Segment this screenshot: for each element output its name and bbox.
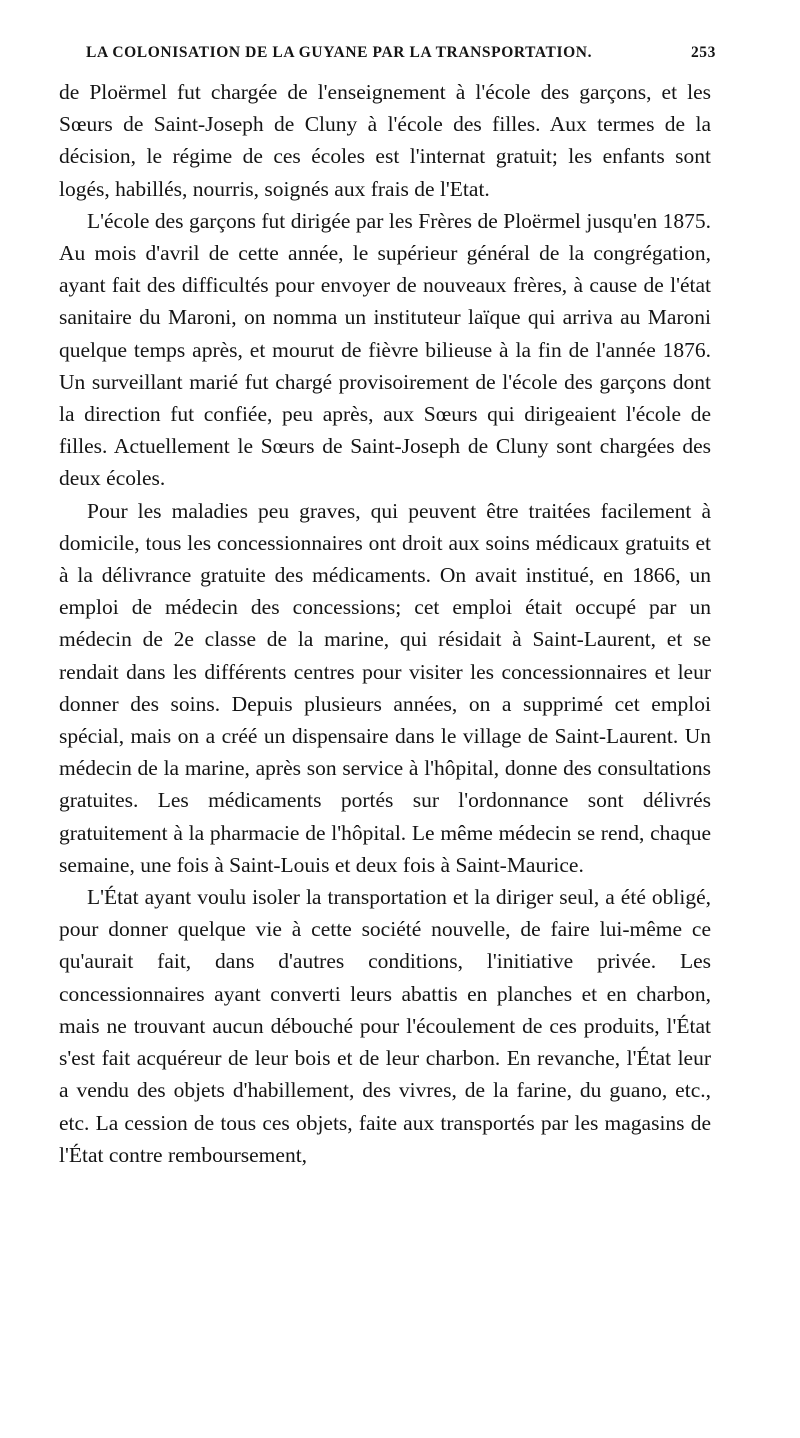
page-number: 253 (690, 44, 716, 61)
running-title: LA COLONISATION DE LA GUYANE PAR LA TRANSPORTATION. (86, 44, 593, 61)
paragraph-state-commerce: L'État ayant voulu isoler la transportation et la diriger seul, a été obligé, pour donner quelque vie à cette société nouvelle, de faire lui-même ce qu'aurait fait, dans d'autres conditions, l'initiative privée. Les concessionnaires ayant converti leurs abattis en planches et en charbon, mais ne trouvant aucun débouché pour l'écoulement de ces produits, l'État s'est fait acquéreur de leur bois et de leur charbon. En revanche, l'État leur a vendu des objets d'habillement, des vivres, de la farine, du guano, etc., etc. La cession de tous ces objets, faite aux transportés par les magasins de l'État contre remboursement, (59, 885, 711, 1167)
running-head (86, 44, 716, 70)
body-text (59, 76, 711, 1171)
paragraph-medical-care: Pour les maladies peu graves, qui peuvent être traitées facilement à domicile, tous les concessionnaires ont droit aux soins médicaux gratuits et à la délivrance gratuite des médicaments. On avait institué, en 1866, un emploi de médecin des concessions; cet emploi était occupé par un médecin de 2e classe de la marine, qui résidait à Saint-Laurent, et se rendait dans les différents centres pour visiter les concessionnaires et leur donner des soins. Depuis plusieurs années, on a supprimé cet emploi spécial, mais on a créé un dispensaire dans le village de Saint-Laurent. Un médecin de la marine, après son service à l'hôpital, donne des consultations gratuites. Les médicaments portés sur l'ordonnance sont délivrés gratuitement à la pharmacie de l'hôpital. Le même médecin se rend, chaque semaine, une fois à Saint-Louis et deux fois à Saint-Maurice. (59, 498, 711, 877)
paragraph-boys-school: L'école des garçons fut dirigée par les Frères de Ploërmel jusqu'en 1875. Au mois d'avril de cette année, le supérieur général de la congrégation, ayant fait des difficultés pour envoyer de nouveaux frères, à cause de l'état sanitaire du Maroni, on nomma un instituteur laïque qui arriva au Maroni quelque temps après, et mourut de fièvre bilieuse à la fin de l'année 1876. Un surveillant marié fut chargé provisoirement de l'école des garçons dont la direction fut confiée, peu après, aux Sœurs qui dirigeaient l'école de filles. Actuellement le Sœurs de Saint-Joseph de Cluny sont chargées des deux écoles. (59, 208, 711, 491)
paragraph-schools-assignment: de Ploërmel fut chargée de l'enseignement à l'école des garçons, et les Sœurs de Saint-Joseph de Cluny à l'école des filles. Aux termes de la décision, le régime de ces écoles est l'internat gratuit; les enfants sont logés, habillés, nourris, soignés aux frais de l'Etat. (59, 80, 711, 201)
